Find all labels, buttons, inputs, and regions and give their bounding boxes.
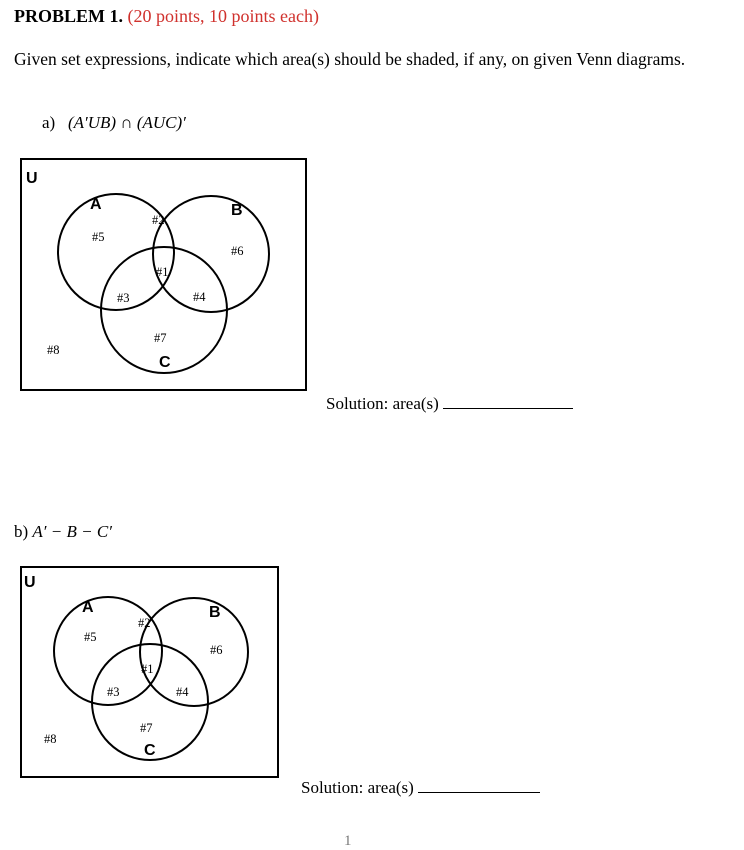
- set-c-label: C: [144, 742, 156, 759]
- area-8-label: #8: [44, 732, 57, 746]
- circle-a: [58, 194, 174, 310]
- part-b-solution-label: Solution: area(s): [301, 778, 414, 797]
- problem-heading: [14, 6, 319, 27]
- universe-label: U: [26, 170, 38, 187]
- part-b-answer-blank[interactable]: [418, 778, 540, 793]
- part-b-solution: [301, 778, 540, 798]
- page-number: 1: [344, 833, 352, 849]
- set-a-label: A: [82, 599, 94, 616]
- set-a-label: A: [90, 196, 102, 213]
- area-8-label: #8: [47, 343, 60, 357]
- instructions-text: Given set expressions, indicate which area(s) should be shaded, if any, on given Venn diagrams.: [14, 49, 686, 69]
- area-2-label: #2: [152, 213, 165, 227]
- part-a-answer-blank[interactable]: [443, 394, 573, 409]
- part-a-solution-label: Solution: area(s): [326, 394, 439, 413]
- part-a-label: a): [42, 113, 56, 132]
- part-b-label: b): [14, 522, 29, 541]
- part-a-expression-line: [42, 113, 186, 133]
- circle-b: [153, 196, 269, 312]
- area-5-label: #5: [92, 230, 105, 244]
- part-a-solution: [326, 394, 573, 414]
- universe-label: U: [24, 574, 36, 591]
- set-b-label: B: [231, 202, 243, 219]
- area-1-label: #1: [156, 265, 169, 279]
- part-b-expression: A′ − B − C′: [32, 522, 112, 541]
- set-b-label: B: [209, 604, 221, 621]
- area-6-label: #6: [231, 244, 244, 258]
- area-6-label: #6: [210, 643, 223, 657]
- area-5-label: #5: [84, 630, 97, 644]
- area-1-label: #1: [141, 662, 154, 676]
- area-2-label: #2: [138, 616, 151, 630]
- problem-title: PROBLEM 1.: [14, 6, 124, 26]
- area-3-label: #3: [107, 685, 120, 699]
- area-4-label: #4: [176, 685, 189, 699]
- part-a-expression: (A′UB) ∩ (AUC)′: [67, 113, 186, 132]
- area-3-label: #3: [117, 291, 130, 305]
- problem-points: (20 points, 10 points each): [127, 6, 319, 26]
- area-4-label: #4: [193, 290, 206, 304]
- area-7-label: #7: [154, 331, 167, 345]
- set-c-label: C: [159, 354, 171, 371]
- area-7-label: #7: [140, 721, 153, 735]
- part-b-expression-line: [14, 522, 112, 542]
- venn-diagram-b: [20, 566, 280, 779]
- circle-b: [140, 598, 248, 706]
- venn-diagram-a: [20, 158, 308, 392]
